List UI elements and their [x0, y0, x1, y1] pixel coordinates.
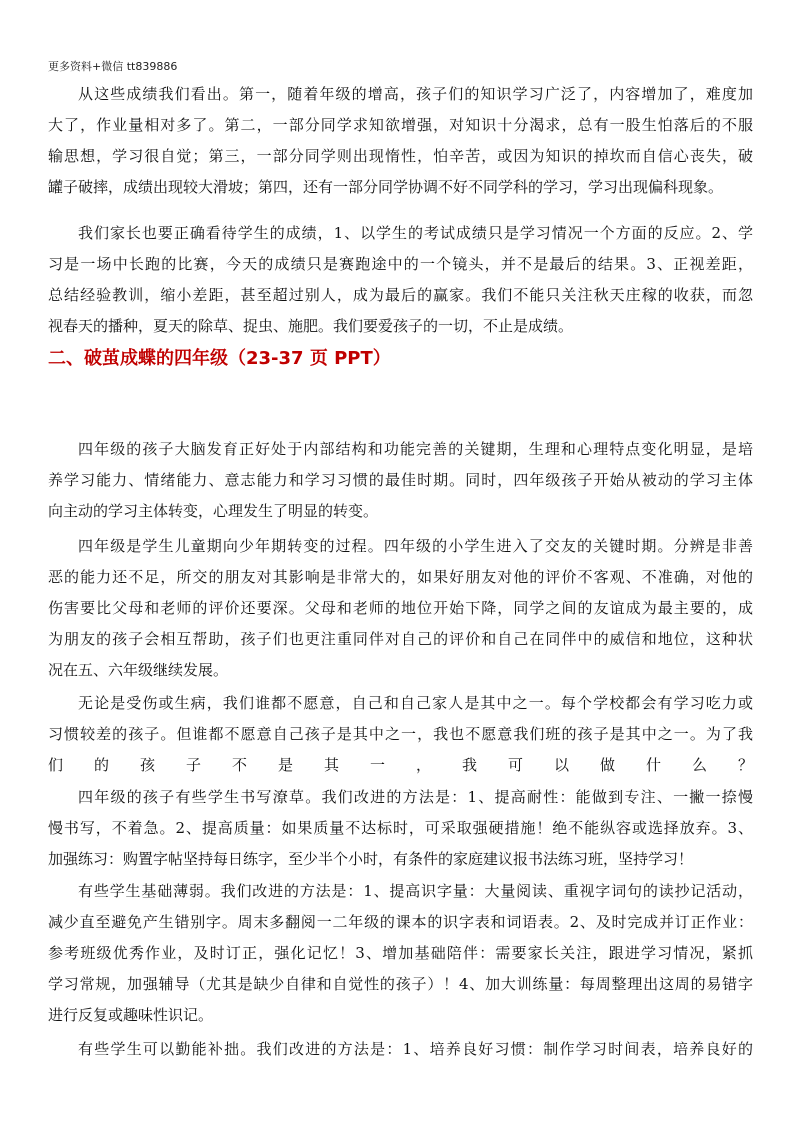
text-line: 无论是受伤或生病，我们谁都不愿意，自己和自己家人是其中之一。每个学校都会有学习吃力或	[78, 694, 753, 712]
text-line: 减少直至避免产生错别字。周末多翻阅一二年级的课本的识字表和词语表。2、及时完成并订正作业：	[48, 913, 753, 931]
text-line: 慢书写，不着急。2、提高质量：如果质量不达标时，可采取强硬措施！绝不能纵容或选择放弃。3、	[48, 819, 753, 837]
text-line: 有些学生基础薄弱。我们改进的方法是：1、提高识字量：大量阅读、重视字词句的读抄记活动，	[78, 882, 753, 900]
paragraph	[48, 782, 753, 875]
text-line: 况在五、六年级继续发展。	[48, 661, 229, 679]
paragraph	[48, 1034, 753, 1065]
paragraph	[48, 688, 753, 781]
paragraph	[48, 434, 753, 527]
text-line: 进行反复或趣味性识记。	[48, 1006, 214, 1024]
text-line: 习是一场中长跑的比赛，今天的成绩只是赛跑途中的一个镜头，并不是最后的结果。3、正视差距，	[48, 255, 753, 273]
text-line: 四年级的孩子大脑发育正好处于内部结构和功能完善的关键期，生理和心理特点变化明显，是培	[78, 440, 753, 458]
text-line: 四年级的孩子有些学生书写潦草。我们改进的方法是：1、提高耐性：能做到专注、一撇一捺慢	[78, 788, 753, 806]
text-line: 向主动的学习主体转变，心理发生了明显的转变。	[48, 502, 379, 520]
text-line: 大了，作业量相对多了。第二，一部分同学求知欲增强，对知识十分渴求，总有一股生怕落后的不服	[48, 116, 753, 134]
text-line: 四年级是学生儿童期向少年期转变的过程。四年级的小学生进入了交友的关键时期。分辨是非善	[78, 537, 753, 555]
paragraph	[48, 531, 753, 686]
text-line: 恶的能力还不足，所交的朋友对其影响是非常大的，如果好朋友对他的评价不客观、不准确，对他的	[48, 568, 753, 586]
section-heading: 二、破茧成蝶的四年级（23-37 页 PPT）	[48, 348, 391, 369]
paragraph	[48, 79, 753, 203]
text-line: 视春天的播种，夏天的除草、捉虫、施肥。我们要爱孩子的一切，不止是成绩。	[48, 317, 574, 335]
paragraph	[48, 218, 753, 342]
text-line: 罐子破摔，成绩出现较大滑坡；第四，还有一部分同学协调不好不同学科的学习，学习出现偏科现象。	[48, 178, 724, 196]
text-line: 学习常规，加强辅导（尤其是缺少自律和自觉性的孩子）！4、加大训练量：每周整理出这周的易错字	[48, 975, 753, 993]
text-line: 从这些成绩我们看出。第一，随着年级的增高，孩子们的知识学习广泛了，内容增加了，难度加	[78, 85, 753, 103]
text-line: 输思想，学习很自觉；第三，一部分同学则出现惰性，怕辛苦，或因为知识的掉坎而自信心丧失，破	[48, 147, 753, 165]
text-line: 习惯较差的孩子。但谁都不愿意自己孩子是其中之一，我也不愿意我们班的孩子是其中之一。为了我	[48, 725, 753, 743]
paragraph	[48, 876, 753, 1031]
text-line: 参考班级优秀作业，及时订正，强化记忆！3、增加基础陪伴：需要家长关注，跟进学习情况，紧抓	[48, 944, 753, 962]
text-line: 我们家长也要正确看待学生的成绩，1、以学生的考试成绩只是学习情况一个方面的反应。2、学	[78, 224, 753, 242]
text-line: 加强练习：购置字帖坚持每日练字，至少半个小时，有条件的家庭建议报书法练习班，坚持学习！	[48, 850, 694, 868]
header-note: 更多资料+微信 tt839886	[48, 60, 178, 73]
text-line: 总结经验教训，缩小差距，甚至超过别人，成为最后的赢家。我们不能只关注秋天庄稼的收获，而忽	[48, 286, 753, 304]
text-line: 伤害要比父母和老师的评价还要深。父母和老师的地位开始下降，同学之间的友谊成为最主要的，成	[48, 599, 753, 617]
text-line: 为朋友的孩子会相互帮助，孩子们也更注重同伴对自己的评价和自己在同伴中的威信和地位，这种状	[48, 630, 753, 648]
text-line: 们的孩子不是其一，我可以做什么？	[48, 756, 753, 774]
text-line: 有些学生可以勤能补拙。我们改进的方法是：1、培养良好习惯：制作学习时间表，培养良好的	[78, 1040, 753, 1058]
text-line: 养学习能力、情绪能力、意志能力和学习习惯的最佳时期。同时，四年级孩子开始从被动的学习主体	[48, 471, 753, 489]
